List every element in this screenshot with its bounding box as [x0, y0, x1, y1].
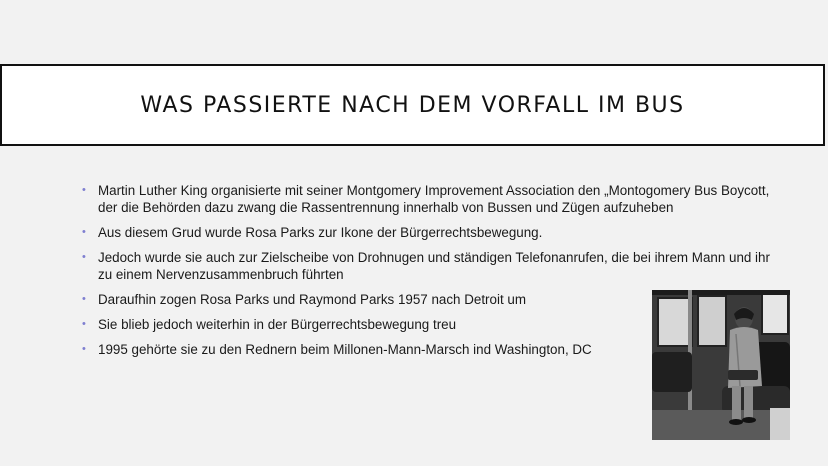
bullet-item: [82, 182, 782, 216]
bullet-text: Martin Luther King organisierte mit seiner Montgomery Improvement Association den „Montogomery Bus Boycott, der die Behörden dazu zwang die Rassentrennung innerhalb von Bussen und Zügen aufzuheben: [98, 183, 770, 215]
bullet-item: [82, 249, 782, 283]
bullet-text: Daraufhin zogen Rosa Parks und Raymond Parks 1957 nach Detroit um: [98, 292, 526, 307]
bullet-icon: •: [82, 226, 86, 238]
bullet-text: Sie blieb jedoch weiterhin in der Bürgerrechtsbewegung treu: [98, 317, 457, 332]
slide-title: WAS PASSIERTE NACH DEM VORFALL IM BUS: [140, 92, 685, 118]
bullet-icon: •: [82, 251, 86, 263]
bullet-text: Jedoch wurde sie auch zur Zielscheibe von Drohnugen und ständigen Telefonanrufen, die bei ihrem Mann und ihr zu einem Nervenzusammenbruch führten: [98, 250, 770, 282]
title-box: [0, 64, 825, 146]
bus-photo: [652, 290, 790, 440]
bullet-item: [82, 224, 782, 241]
bullet-text: Aus diesem Grud wurde Rosa Parks zur Ikone der Bürgerrechtsbewegung.: [98, 225, 543, 240]
bullet-icon: •: [82, 343, 86, 355]
bullet-icon: •: [82, 184, 86, 196]
bullet-text: 1995 gehörte sie zu den Rednern beim Millonen-Mann-Marsch ind Washington, DC: [98, 342, 592, 357]
bullet-icon: •: [82, 293, 86, 305]
bullet-icon: •: [82, 318, 86, 330]
